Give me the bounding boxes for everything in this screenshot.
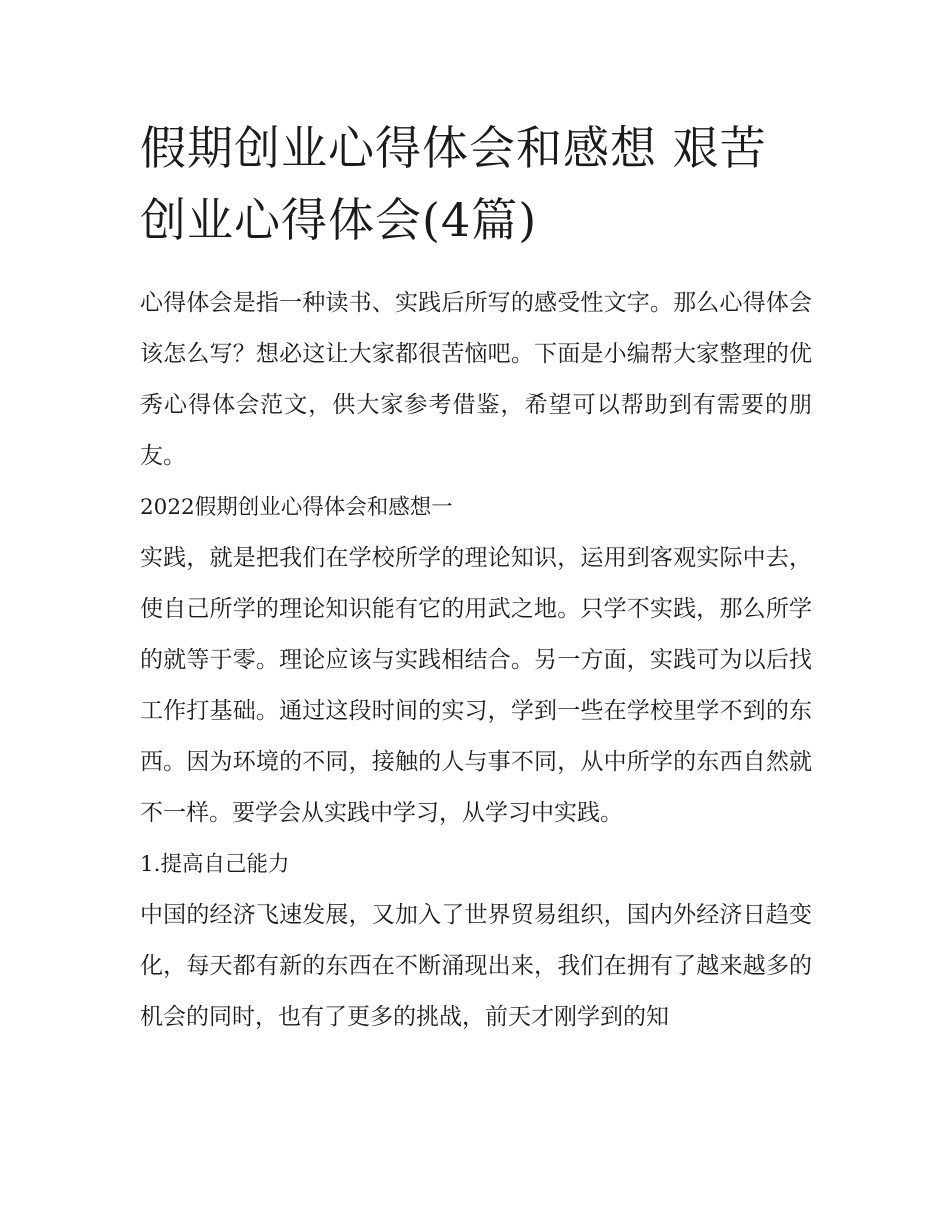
document-title: 假期创业心得体会和感想 艰苦创业心得体会(4篇)	[140, 121, 767, 247]
subsection-heading: 1.提高自己能力	[140, 852, 290, 877]
intro-paragraph: 心得体会是指一种读书、实践后所写的感受性文字。那么心得体会该怎么写？想必这让大家都很苦恼吧。下面是小编帮大家整理的优秀心得体会范文，供大家参考借鉴，希望可以帮助到有需要的朋友。	[140, 290, 812, 469]
section-paragraph: 实践，就是把我们在学校所学的理论知识，运用到客观实际中去，使自己所学的理论知识能有它的用武之地。只学不实践，那么所学的就等于零。理论应该与实践相结合。另一方面，实践可为以后找工作打基础。通过这段时间的实习，学到一些在学校里学不到的东西。因为环境的不同，接触的人与事不同，从中所学的东西自然就不一样。要学会从实践中学习，从学习中实践。	[140, 545, 812, 826]
subsection-paragraph: 中国的经济飞速发展，又加入了世界贸易组织，国内外经济日趋变化，每天都有新的东西在不断涌现出来，我们在拥有了越来越多的机会的同时，也有了更多的挑战，前天才刚学到的知	[140, 902, 812, 1030]
section-heading: 2022假期创业心得体会和感想一	[140, 495, 453, 520]
document-page	[140, 112, 812, 1043]
